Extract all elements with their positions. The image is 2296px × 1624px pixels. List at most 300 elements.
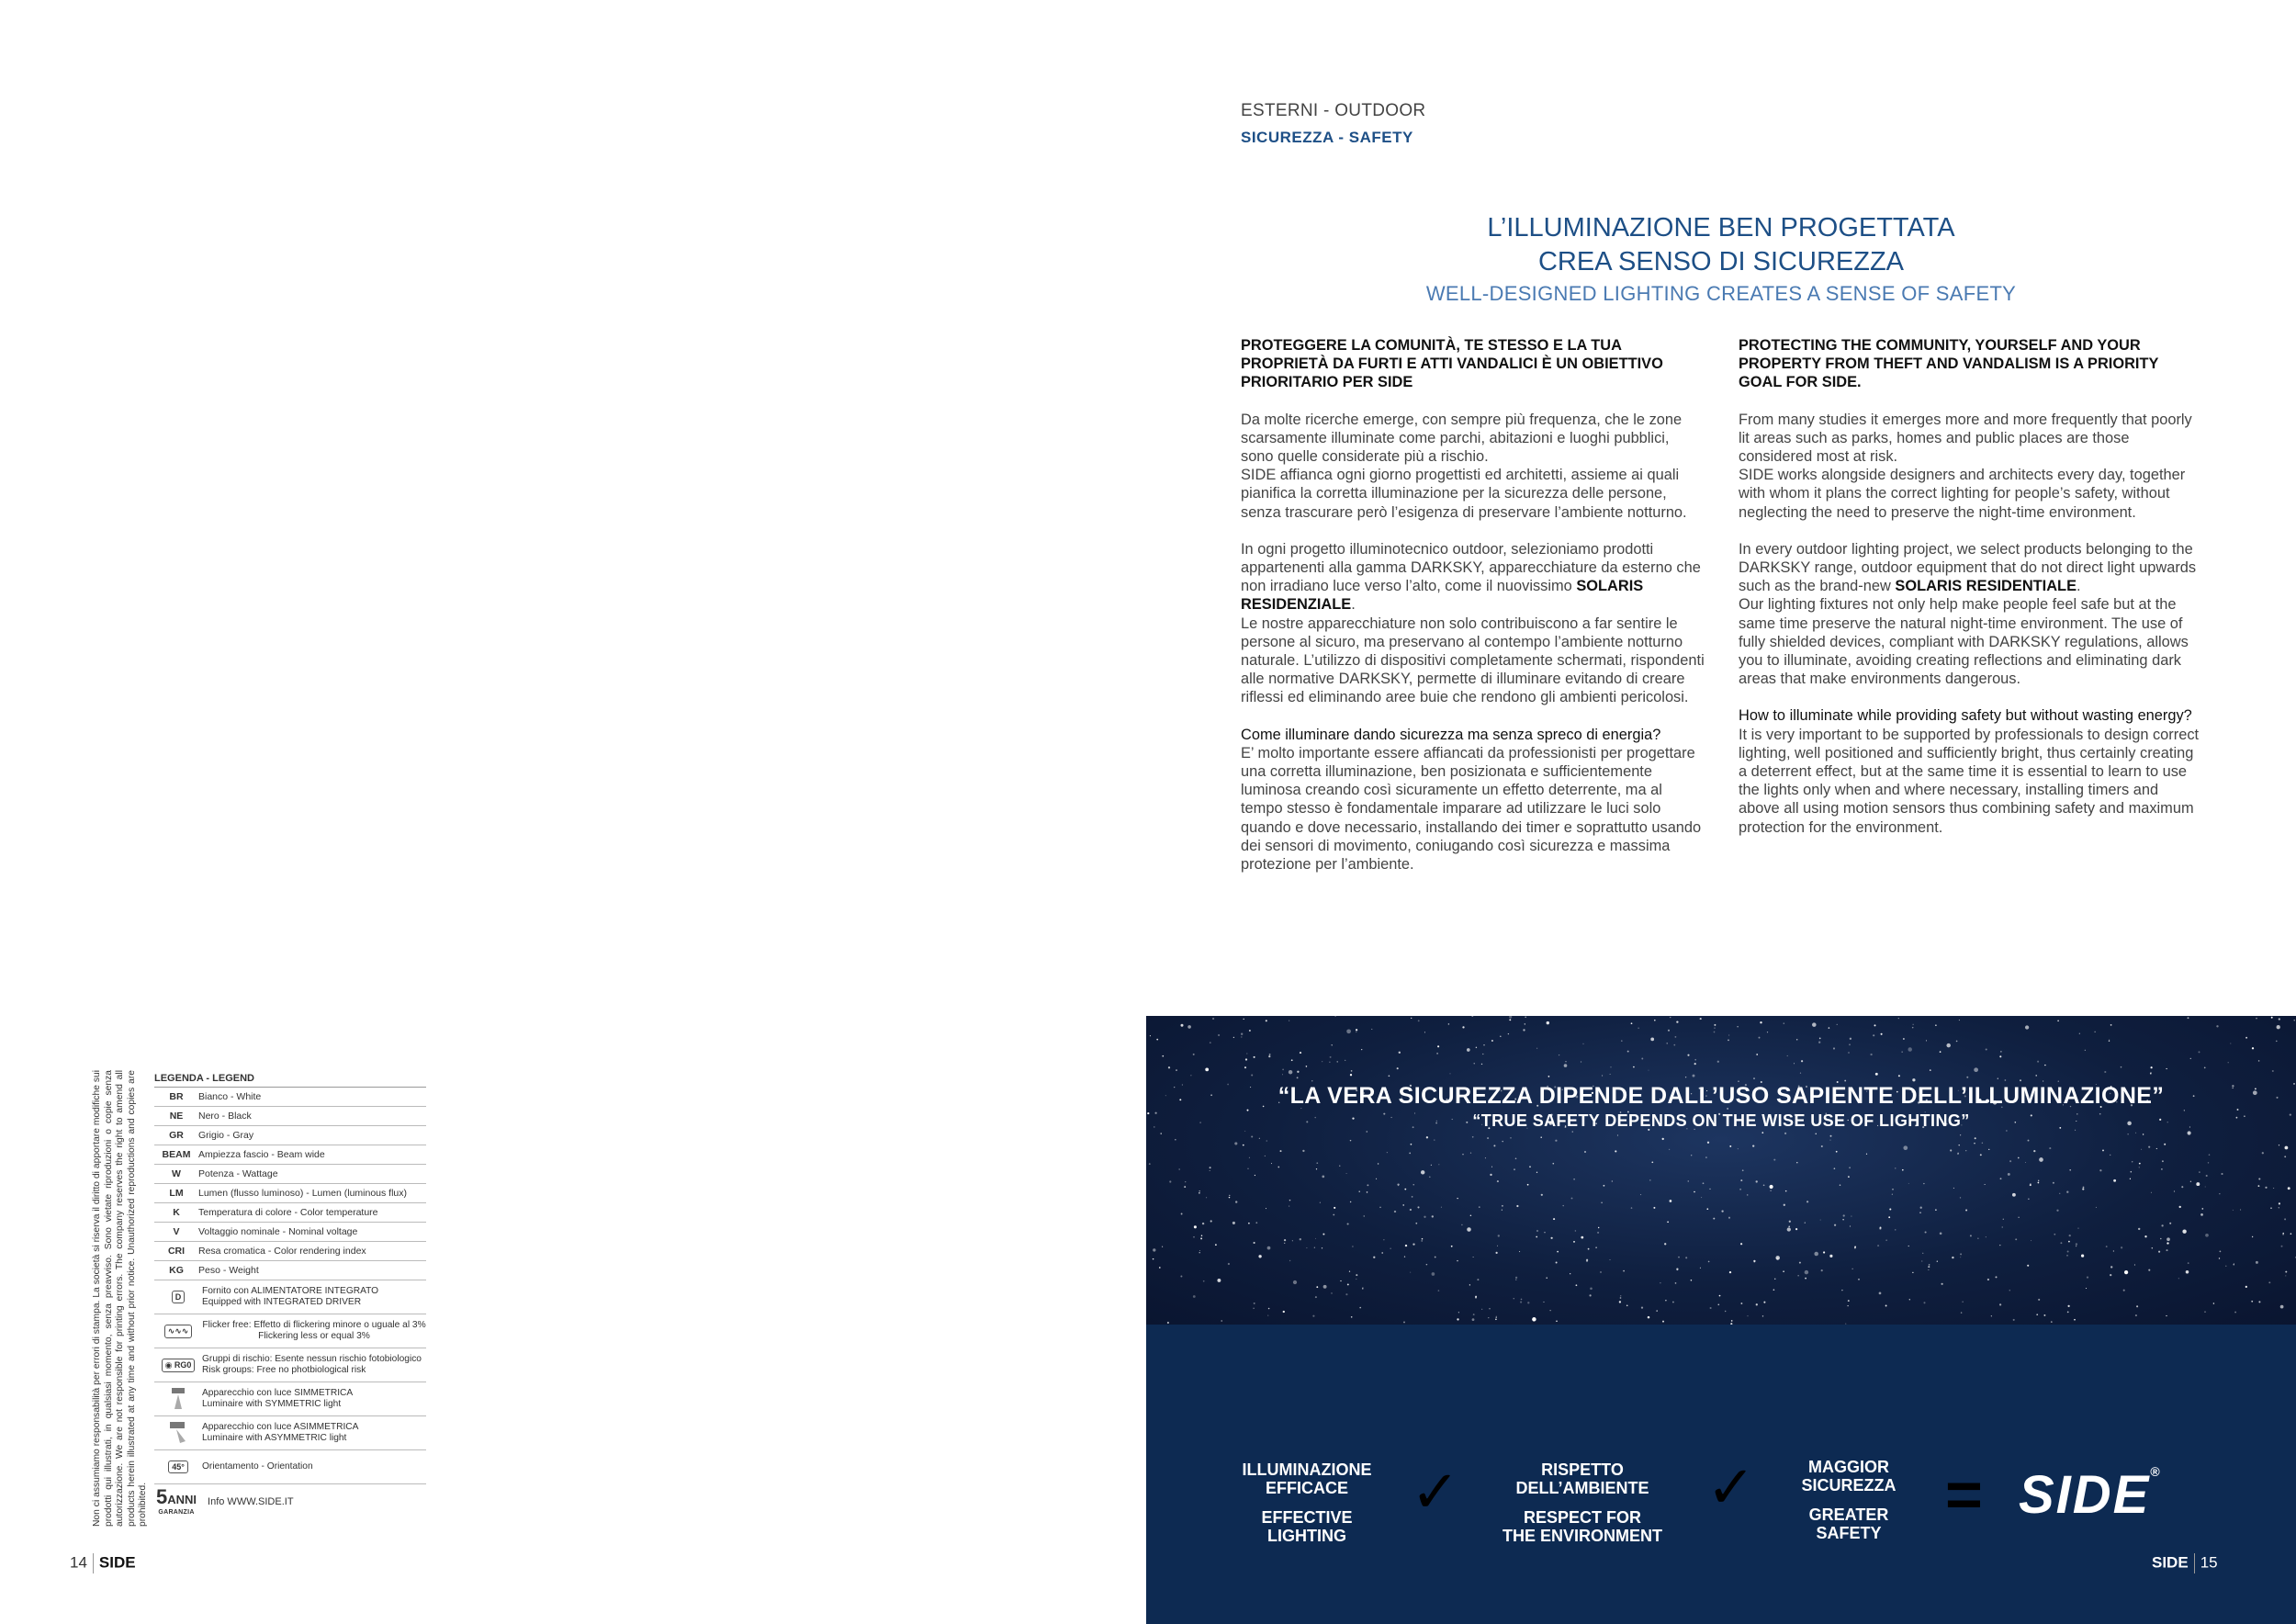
star bbox=[2258, 1060, 2260, 1062]
star bbox=[1434, 1139, 1435, 1140]
star bbox=[1473, 1314, 1475, 1315]
star bbox=[2156, 1148, 2157, 1149]
star bbox=[2148, 1146, 2150, 1148]
star bbox=[1206, 1197, 1207, 1198]
star bbox=[1728, 1034, 1729, 1035]
star bbox=[1311, 1080, 1312, 1081]
star bbox=[1672, 1302, 1674, 1303]
star bbox=[1834, 1167, 1836, 1169]
star bbox=[1149, 1163, 1151, 1165]
star bbox=[2110, 1266, 2112, 1268]
star bbox=[1801, 1060, 1803, 1062]
star bbox=[1892, 1194, 1893, 1195]
star bbox=[1536, 1172, 1537, 1173]
star bbox=[1941, 1283, 1943, 1285]
star bbox=[1289, 1260, 1290, 1261]
star bbox=[1576, 1284, 1578, 1286]
star bbox=[1418, 1020, 1420, 1021]
page-title bbox=[1241, 211, 2201, 307]
star bbox=[1402, 1204, 1403, 1205]
star bbox=[1662, 1138, 1664, 1140]
star bbox=[1187, 1025, 1191, 1029]
star bbox=[1729, 1271, 1731, 1273]
star bbox=[1999, 1245, 2000, 1246]
star bbox=[1417, 1206, 1419, 1208]
star bbox=[1502, 1210, 1503, 1211]
star bbox=[2121, 1066, 2122, 1068]
star bbox=[2200, 1213, 2203, 1216]
star bbox=[1926, 1040, 1927, 1041]
asymmetric-light-icon bbox=[154, 1421, 202, 1445]
star bbox=[2213, 1303, 2215, 1304]
quote-italian: “LA VERA SICUREZZA DIPENDE DALL’USO SAPIENTE DELL’ILLUMINAZIONE” bbox=[1277, 1083, 2165, 1109]
star bbox=[1812, 1022, 1817, 1027]
star bbox=[1805, 1222, 1806, 1223]
star bbox=[2060, 1242, 2062, 1244]
star bbox=[2205, 1234, 2209, 1237]
star bbox=[1467, 1048, 1470, 1052]
star bbox=[1410, 1272, 1411, 1273]
star bbox=[1615, 1150, 1616, 1152]
italian-paragraph-1: Da molte ricerche emerge, con sempre più frequenza, che le zone scarsamente illuminate come parchi, abitazioni e luoghi pubblici, sono quelle considerate più a rischio. SIDE affianca ogni giorno progettisti ed architetti, assieme ai quali pianifica la corretta illuminazione per la sicurezza delle persone, senza trascurare però l’esigenza di preservare l’ambiente notturno. bbox=[1241, 411, 1687, 521]
flicker-icon: ∿∿∿ bbox=[164, 1325, 193, 1338]
star bbox=[1347, 1223, 1349, 1224]
left-page-number: 14 SIDE bbox=[70, 1553, 136, 1573]
star bbox=[2196, 1182, 2200, 1186]
star bbox=[1565, 1061, 1566, 1062]
star bbox=[1458, 1312, 1459, 1313]
star bbox=[1956, 1041, 1958, 1043]
star bbox=[2199, 1051, 2200, 1053]
italian-question: Come illuminare dando sicurezza ma senza spreco di energia? bbox=[1241, 726, 1661, 743]
star bbox=[2201, 1208, 2203, 1210]
star bbox=[1394, 1211, 1396, 1212]
star bbox=[1367, 1184, 1368, 1186]
star bbox=[2206, 1175, 2208, 1177]
star bbox=[1752, 1145, 1754, 1146]
section-label: ESTERNI - OUTDOOR bbox=[1241, 101, 1426, 120]
star bbox=[1582, 1043, 1583, 1044]
star bbox=[1719, 1295, 1721, 1297]
star bbox=[1153, 1258, 1154, 1260]
star bbox=[2188, 1131, 2191, 1134]
star bbox=[1590, 1288, 1593, 1291]
star bbox=[2205, 1186, 2206, 1187]
star bbox=[1362, 1287, 1363, 1288]
star bbox=[1159, 1267, 1161, 1269]
quote-english: “TRUE SAFETY DEPENDS ON THE WISE USE OF LIGHTING” bbox=[1472, 1111, 1970, 1130]
star bbox=[1898, 1075, 1900, 1077]
star bbox=[1266, 1140, 1268, 1142]
star bbox=[2096, 1207, 2097, 1208]
star bbox=[1451, 1246, 1453, 1247]
star bbox=[1366, 1131, 1367, 1133]
star bbox=[1581, 1236, 1583, 1239]
star bbox=[1575, 1230, 1576, 1231]
star bbox=[2037, 1061, 2039, 1063]
star bbox=[1371, 1029, 1372, 1030]
star bbox=[2076, 1243, 2077, 1245]
star bbox=[1850, 1038, 1851, 1040]
star bbox=[1814, 1252, 1818, 1257]
star bbox=[1946, 1043, 1950, 1047]
star bbox=[2020, 1079, 2021, 1081]
star bbox=[1649, 1179, 1651, 1181]
star bbox=[1604, 1185, 1605, 1187]
star bbox=[2135, 1314, 2137, 1316]
star bbox=[2167, 1242, 2168, 1244]
star bbox=[1950, 1149, 1952, 1151]
star bbox=[1346, 1173, 1347, 1174]
eye-risk-icon: ◉ RG0 bbox=[162, 1359, 196, 1372]
star bbox=[1552, 1163, 1554, 1165]
star bbox=[2190, 1058, 2191, 1059]
star bbox=[1557, 1251, 1559, 1253]
star bbox=[2268, 1281, 2270, 1283]
star bbox=[2219, 1193, 2220, 1194]
side-logo: SIDE® bbox=[2019, 1464, 2162, 1525]
star bbox=[1411, 1018, 1412, 1019]
star bbox=[2015, 1238, 2017, 1240]
star bbox=[2152, 1247, 2153, 1248]
star bbox=[1895, 1229, 1896, 1230]
star bbox=[1300, 1052, 1301, 1054]
star bbox=[1623, 1270, 1625, 1272]
star bbox=[1244, 1131, 1245, 1132]
star bbox=[1472, 1136, 1474, 1138]
title-english: WELL-DESIGNED LIGHTING CREATES A SENSE OF SAFETY bbox=[1425, 282, 2017, 305]
star bbox=[2281, 1246, 2283, 1247]
star bbox=[1602, 1075, 1603, 1076]
star bbox=[1818, 1042, 1820, 1043]
star bbox=[1259, 1138, 1260, 1139]
star bbox=[2079, 1033, 2080, 1034]
star bbox=[1527, 1184, 1529, 1186]
star bbox=[1731, 1320, 1733, 1322]
star bbox=[1631, 1207, 1633, 1209]
star bbox=[1626, 1304, 1628, 1306]
star bbox=[1952, 1257, 1953, 1258]
star bbox=[1653, 1207, 1655, 1209]
star bbox=[2181, 1186, 2183, 1188]
star bbox=[1412, 1243, 1414, 1245]
star bbox=[1640, 1194, 1641, 1195]
star bbox=[1234, 1142, 1237, 1145]
star bbox=[1481, 1064, 1482, 1065]
star bbox=[1573, 1179, 1575, 1180]
star bbox=[2258, 1185, 2260, 1187]
star bbox=[2225, 1266, 2226, 1267]
star bbox=[1471, 1016, 1473, 1017]
star bbox=[1700, 1268, 1701, 1269]
star bbox=[1269, 1054, 1271, 1055]
legend-row: BEAM Ampiezza fascio - Beam wide bbox=[154, 1145, 426, 1165]
star bbox=[2035, 1075, 2037, 1077]
star bbox=[1248, 1223, 1250, 1224]
star bbox=[1774, 1279, 1775, 1280]
star bbox=[1970, 1235, 1972, 1236]
star bbox=[1784, 1133, 1786, 1134]
star bbox=[2279, 1202, 2280, 1204]
legend-title: LEGENDA - LEGEND bbox=[154, 1073, 426, 1088]
star bbox=[2220, 1251, 2222, 1253]
warranty-info: Info WWW.SIDE.IT bbox=[208, 1496, 294, 1507]
star bbox=[1426, 1136, 1428, 1138]
star bbox=[1725, 1311, 1726, 1312]
star bbox=[1925, 1231, 1927, 1233]
star bbox=[1496, 1316, 1497, 1317]
star bbox=[2136, 1305, 2138, 1307]
star bbox=[2008, 1173, 2010, 1176]
star bbox=[1245, 1058, 1247, 1060]
star bbox=[1364, 1215, 1365, 1216]
star bbox=[1335, 1016, 1336, 1017]
star bbox=[1821, 1269, 1823, 1271]
star bbox=[1316, 1168, 1317, 1169]
product-name-en: SOLARIS RESIDENTIALE bbox=[1895, 578, 2077, 595]
star bbox=[1763, 1184, 1765, 1186]
star bbox=[1747, 1315, 1748, 1316]
star bbox=[1919, 1212, 1921, 1213]
star bbox=[1564, 1064, 1568, 1067]
star bbox=[1405, 1245, 1407, 1246]
star bbox=[1866, 1154, 1867, 1155]
star bbox=[1665, 1300, 1666, 1301]
star bbox=[1415, 1223, 1417, 1224]
star bbox=[1228, 1263, 1230, 1265]
english-paragraph-3: How to illuminate while providing safety but without wasting energy? It is very important to be supported by professionals to design correct lighting, well positioned and sufficiently bright, thus certainly creating a deterrent effect, but at the same time it is essential to learn to use the lights only when and where necessary, installing timers and above all using motion sensors thus combining safety and maximum protection for the environment. bbox=[1739, 707, 2200, 836]
star bbox=[1410, 1209, 1412, 1211]
right-page-number: SIDE 15 bbox=[2152, 1553, 2218, 1573]
star bbox=[2104, 1071, 2106, 1073]
star bbox=[2000, 1051, 2001, 1052]
star bbox=[1717, 1303, 1719, 1305]
star bbox=[2028, 1199, 2029, 1200]
star bbox=[1960, 1253, 1962, 1255]
star bbox=[2161, 1168, 2163, 1170]
star bbox=[2066, 1255, 2067, 1256]
star bbox=[1673, 1044, 1675, 1046]
star bbox=[1987, 1279, 1989, 1280]
star bbox=[1536, 1236, 1537, 1238]
star bbox=[1390, 1248, 1391, 1249]
feature-band bbox=[1146, 1325, 2296, 1624]
star bbox=[1536, 1230, 1538, 1232]
star bbox=[1249, 1030, 1251, 1032]
star bbox=[1470, 1153, 1471, 1154]
star bbox=[2245, 1037, 2247, 1039]
star bbox=[1424, 1216, 1425, 1218]
star bbox=[1798, 1275, 1799, 1276]
star bbox=[1199, 1190, 1200, 1191]
star bbox=[1521, 1299, 1523, 1301]
star bbox=[1879, 1292, 1882, 1295]
star bbox=[1794, 1063, 1795, 1064]
star bbox=[1555, 1140, 1557, 1142]
star bbox=[2031, 1240, 2032, 1241]
star bbox=[1438, 1164, 1439, 1165]
star bbox=[1153, 1248, 1155, 1251]
star bbox=[1707, 1142, 1709, 1144]
star bbox=[2188, 1262, 2189, 1264]
star bbox=[1181, 1213, 1183, 1215]
star bbox=[2219, 1257, 2220, 1258]
star bbox=[1193, 1295, 1196, 1298]
star bbox=[1589, 1294, 1591, 1296]
star bbox=[1462, 1026, 1464, 1028]
star bbox=[1323, 1285, 1327, 1289]
english-column bbox=[1739, 336, 2202, 855]
star bbox=[1641, 1306, 1643, 1308]
star bbox=[2233, 1210, 2234, 1211]
legend-symmetric: Apparecchio con luce SIMMETRICA Luminaire with SYMMETRIC light bbox=[154, 1382, 426, 1416]
star bbox=[1706, 1208, 1708, 1210]
star bbox=[1761, 1132, 1763, 1133]
star bbox=[1770, 1190, 1771, 1191]
star bbox=[1292, 1240, 1293, 1241]
star bbox=[2204, 1311, 2205, 1312]
legend-row: KG Peso - Weight bbox=[154, 1261, 426, 1280]
star bbox=[1475, 1297, 1477, 1299]
star bbox=[2158, 1251, 2160, 1253]
star bbox=[1306, 1247, 1307, 1248]
star bbox=[2123, 1290, 2125, 1291]
star bbox=[2186, 1270, 2189, 1274]
star bbox=[1980, 1154, 1982, 1156]
star bbox=[1210, 1167, 1211, 1168]
star bbox=[1543, 1302, 1544, 1303]
star bbox=[1193, 1054, 1195, 1055]
star bbox=[1847, 1305, 1848, 1306]
star bbox=[1687, 1054, 1689, 1056]
star bbox=[1202, 1223, 1204, 1224]
star bbox=[1844, 1080, 1846, 1082]
star bbox=[1156, 1039, 1158, 1041]
star bbox=[1610, 1074, 1611, 1075]
star bbox=[1708, 1261, 1710, 1263]
star bbox=[1799, 1262, 1801, 1264]
disclaimer-text: Non ci assumiamo responsabilità per errori di stampa. La società si riserva il diritto di apportare modifiche sui prodotti qui illustrati, in qualsiasi momento, senza preavviso. Sono vietate riproduzioni o copie senza autorizzazione. We are not responsible for printing errors. The company reserves the right to amend all products herein illustrated at any time and without prior notice. Unauthorized reproductions and copies are prohibited. bbox=[92, 1070, 148, 1527]
star bbox=[1675, 1282, 1677, 1284]
feature-effective-lighting: ILLUMINAZIONE EFFICACE EFFECTIVE LIGHTING bbox=[1242, 1460, 1372, 1545]
warranty-icon: 5ANNI GARANZIA bbox=[156, 1485, 197, 1516]
star bbox=[2290, 1233, 2292, 1235]
star bbox=[1421, 1170, 1424, 1174]
star bbox=[1399, 1052, 1401, 1054]
star bbox=[1621, 1040, 1623, 1042]
star bbox=[1367, 1191, 1368, 1193]
star bbox=[1217, 1279, 1221, 1282]
star bbox=[1651, 1161, 1653, 1163]
star bbox=[1490, 1174, 1491, 1176]
star bbox=[2057, 1021, 2059, 1022]
star bbox=[2069, 1235, 2071, 1236]
star bbox=[1986, 1048, 1987, 1050]
star bbox=[1909, 1299, 1910, 1300]
star bbox=[1175, 1139, 1176, 1140]
star bbox=[1536, 1048, 1537, 1049]
star bbox=[2009, 1160, 2011, 1162]
star bbox=[1519, 1251, 1520, 1252]
star bbox=[1450, 1073, 1451, 1074]
star bbox=[1515, 1279, 1516, 1280]
star bbox=[1770, 1185, 1773, 1189]
star bbox=[2038, 1182, 2040, 1184]
star bbox=[2067, 1305, 2069, 1307]
star bbox=[1982, 1143, 1983, 1144]
star bbox=[1381, 1252, 1383, 1254]
star bbox=[1892, 1189, 1894, 1190]
star bbox=[1361, 1049, 1362, 1050]
star bbox=[1169, 1180, 1171, 1182]
star bbox=[1656, 1310, 1658, 1312]
star bbox=[1598, 1227, 1599, 1228]
star bbox=[2285, 1146, 2289, 1150]
star bbox=[2179, 1206, 2181, 1208]
star bbox=[2144, 1235, 2146, 1237]
star bbox=[1525, 1016, 1526, 1018]
star bbox=[1908, 1047, 1911, 1051]
star bbox=[2132, 1161, 2133, 1162]
star bbox=[1985, 1184, 1986, 1185]
star bbox=[1965, 1150, 1966, 1151]
legend-risk-group: ◉ RG0 Gruppi di rischio: Esente nessun rischio fotobiologico Risk groups: Free no photbiological risk bbox=[154, 1348, 426, 1382]
star bbox=[1572, 1132, 1573, 1133]
star bbox=[2271, 1017, 2273, 1019]
star bbox=[1330, 1056, 1332, 1058]
star bbox=[1940, 1051, 1941, 1053]
star bbox=[2143, 1133, 2144, 1134]
star bbox=[1477, 1279, 1479, 1280]
star bbox=[2188, 1017, 2189, 1019]
star bbox=[1291, 1059, 1293, 1061]
star bbox=[1481, 1309, 1482, 1310]
star bbox=[1540, 1136, 1541, 1137]
star bbox=[2028, 1140, 2030, 1142]
star bbox=[1703, 1182, 1705, 1184]
star bbox=[1676, 1021, 1678, 1022]
star bbox=[1448, 1023, 1450, 1025]
star bbox=[2106, 1246, 2108, 1247]
star bbox=[1959, 1020, 1960, 1021]
star bbox=[1297, 1071, 1299, 1073]
star bbox=[1788, 1225, 1790, 1227]
star bbox=[2228, 1062, 2229, 1063]
star bbox=[1509, 1019, 1511, 1021]
orientation-icon: 45° bbox=[168, 1460, 188, 1473]
legend-asymmetric: Apparecchio con luce ASIMMETRICA Luminaire with ASYMMETRIC light bbox=[154, 1416, 426, 1450]
star bbox=[1233, 1037, 1234, 1038]
star bbox=[1346, 1029, 1351, 1033]
star bbox=[1315, 1296, 1317, 1298]
legend-row: W Potenza - Wattage bbox=[154, 1165, 426, 1184]
star bbox=[1472, 1318, 1475, 1321]
star bbox=[1199, 1192, 1200, 1194]
star bbox=[1638, 1028, 1639, 1029]
star bbox=[1848, 1052, 1850, 1054]
star bbox=[1796, 1162, 1797, 1163]
star bbox=[2110, 1024, 2112, 1026]
star bbox=[2068, 1241, 2070, 1243]
star bbox=[1215, 1244, 1217, 1246]
star bbox=[1510, 1137, 1511, 1138]
star bbox=[1315, 1238, 1316, 1239]
star bbox=[1333, 1214, 1334, 1216]
italian-column bbox=[1241, 336, 1705, 892]
star bbox=[1783, 1270, 1784, 1272]
star bbox=[2067, 1251, 2069, 1253]
star bbox=[1885, 1305, 1887, 1307]
